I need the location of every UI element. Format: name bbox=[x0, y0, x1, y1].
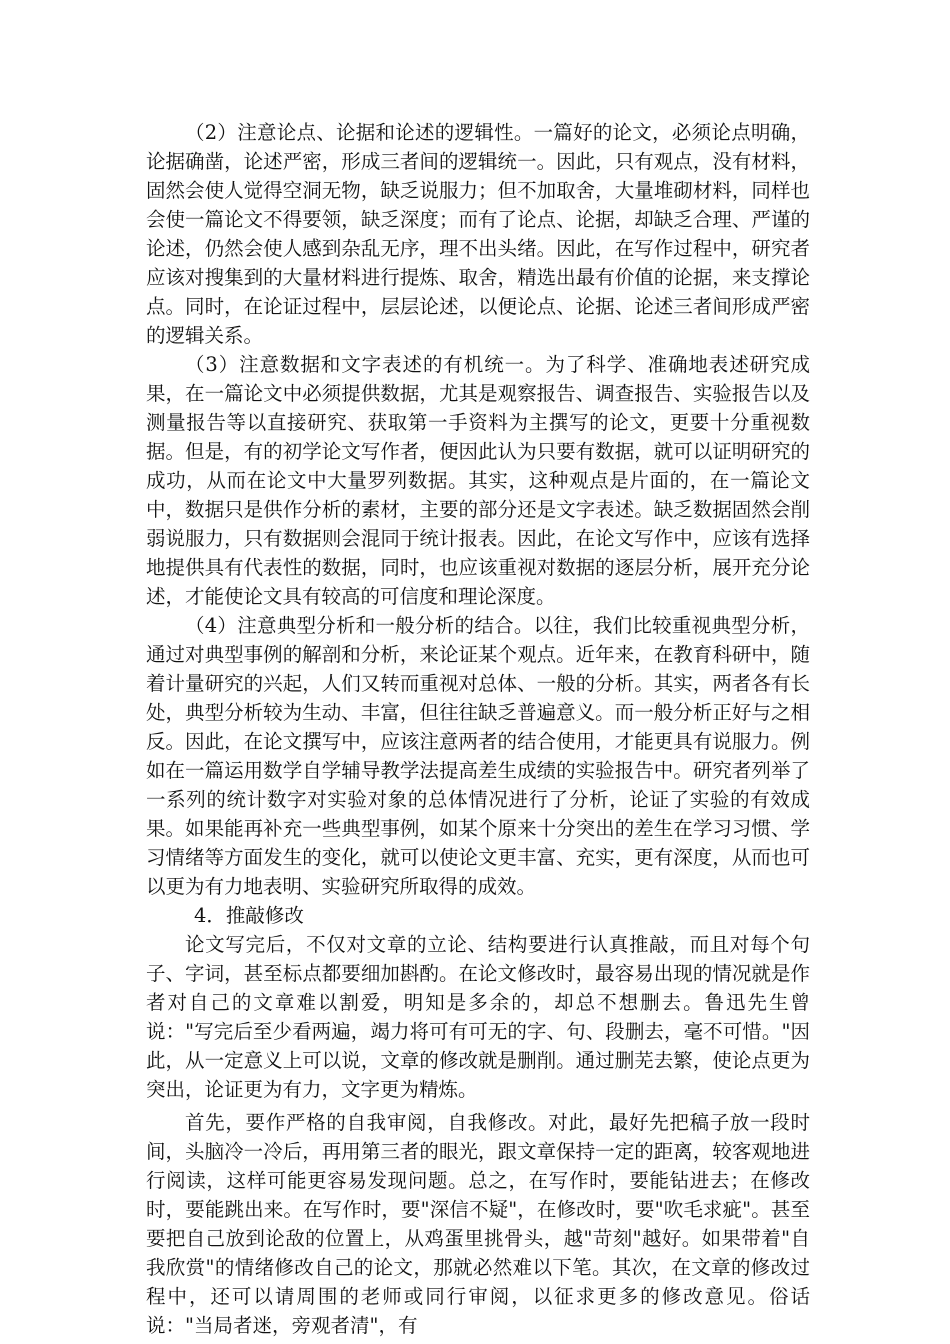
document-page bbox=[146, 118, 810, 1340]
paragraph-self-review: 首先，要作严格的自我审阅，自我修改。对此，最好先把稿子放一段时间，头脑冷一冷后，再用第三者的眼光，跟文章保持一定的距离，较客观地进行阅读，这样可能更容易发现问题。总之，在写作时，要能钻进去；在修改时，要能跳出来。在写作时，要"深信不疑"，在修改时，要"吹毛求疵"。甚至要把自己放到论敌的位置上，从鸡蛋里挑骨头，越"苛刻"越好。如果带着"自我欣赏"的情绪修改自己的论文，那就必然难以下笔。其次，在文章的修改过程中，还可以请周围的老师或同行审阅，以征求更多的修改意见。俗话说："当局者迷，旁观者清"，有 bbox=[146, 1111, 810, 1337]
section-heading: 4．推敲修改 bbox=[194, 904, 304, 927]
paragraph-revision-intro: 论文写完后，不仅对文章的立论、结构要进行认真推敲，而且对每个句子、字词，甚至标点都要细加斟酌。在论文修改时，最容易出现的情况就是作者对自己的文章难以割爱，明知是多余的，却总不想删去。鲁迅先生曾说："写完后至少看两遍，竭力将可有可无的字、句、段删去，毫不可惜。"因此，从一定意义上可以说，文章的修改就是删削。通过删芜去繁，使论点更为突出，论证更为有力，文字更为精炼。 bbox=[146, 933, 810, 1101]
paragraph-data-and-text: （3）注意数据和文字表述的有机统一。为了科学、准确地表述研究成果，在一篇论文中必须提供数据，尤其是观察报告、调查报告、实验报告以及测量报告等以直接研究、获取第一手资料为主撰写的论文，更要十分重视数据。但是，有的初学论文写作者，便因此认为只要有数据，就可以证明研究的成功，从而在论文中大量罗列数据。其实，这种观点是片面的，在一篇论文中，数据只是供作分析的素材，主要的部分还是文字表述。缺乏数据固然会削弱说服力，只有数据则会混同于统计报表。因此，在论文写作中，应该有选择地提供具有代表性的数据，同时，也应该重视对数据的逐层分析，展开充分论述，才能使论文具有较高的可信度和理论深度。 bbox=[146, 353, 810, 608]
paragraph-logic: （2）注意论点、论据和论述的逻辑性。一篇好的论文，必须论点明确，论据确凿，论述严密，形成三者间的逻辑统一。因此，只有观点，没有材料，固然会使人觉得空洞无物，缺乏说服力；但不加取舍，大量堆砌材料，同样也会使一篇论文不得要领，缺乏深度；而有了论点、论据，却缺乏合理、严谨的论述，仍然会使人感到杂乱无序，理不出头绪。因此，在写作过程中，研究者应该对搜集到的大量材料进行提炼、取舍，精选出最有价值的论据，来支撑论点。同时，在论证过程中，层层论述，以便论点、论据、论述三者间形成严密的逻辑关系。 bbox=[146, 121, 810, 347]
paragraph-typical-analysis: （4）注意典型分析和一般分析的结合。以往，我们比较重视典型分析，通过对典型事例的解剖和分析，来论证某个观点。近年来，在教育科研中，随着计量研究的兴起，人们又转而重视对总体、一般的分析。其实，两者各有长处，典型分析较为生动、丰富，但往往缺乏普遍意义。而一般分析正好与之相反。因此，在论文撰写中，应该注意两者的结合使用，才能更具有说服力。例如在一篇运用数学自学辅导教学法提高差生成绩的实验报告中。研究者列举了一系列的统计数字对实验对象的总体情况进行了分析，论证了实验的有效成果。如果能再补充一些典型事例，如某个原来十分突出的差生在学习习惯、学习情绪等方面发生的变化，就可以使论文更丰富、充实，更有深度，从而也可以更为有力地表明、实验研究所取得的成效。 bbox=[146, 614, 810, 898]
